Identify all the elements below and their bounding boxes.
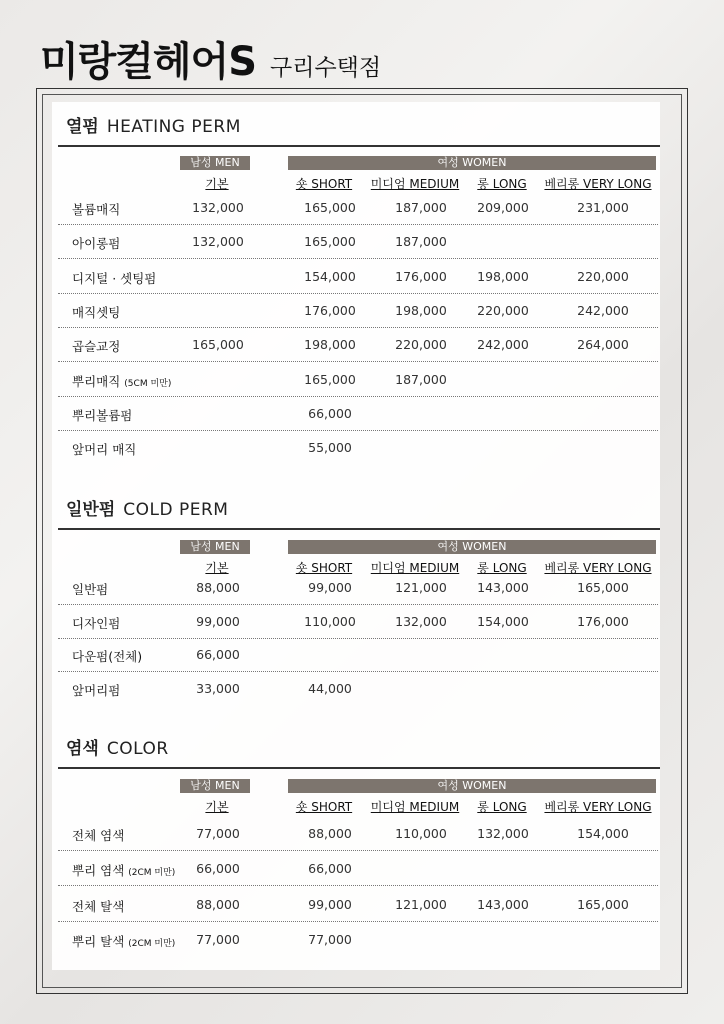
price-long: 143,000	[477, 896, 529, 912]
price-medium: 187,000	[395, 234, 447, 250]
service-name-text: 매직셋팅	[72, 304, 121, 320]
service-name-text: 아이롱펌	[72, 236, 121, 252]
price-very-long: 231,000	[577, 200, 629, 215]
price-men: 132,000	[192, 200, 244, 215]
price-men: 33,000	[196, 680, 240, 696]
price-short: 99,000	[308, 896, 352, 912]
service-name-text: 디지털 · 셋팅펌	[72, 270, 157, 286]
women-group-bar: 여성 WOMEN	[288, 156, 656, 170]
service-name	[72, 440, 136, 458]
price-very-long: 220,000	[577, 268, 629, 284]
women-group-bar: 여성 WOMEN	[288, 540, 656, 554]
section-divider	[58, 528, 660, 530]
service-name-text: 다운펌(전체)	[72, 649, 143, 664]
price-long: 209,000	[477, 200, 529, 215]
price-men: 99,000	[196, 613, 240, 629]
header-long: 롱 LONG	[477, 177, 527, 191]
section-cold-perm	[52, 495, 660, 520]
price-short: 77,000	[308, 931, 352, 947]
price-men: 66,000	[196, 861, 240, 877]
header-medium: 미디엄 MEDIUM	[370, 800, 460, 814]
service-name	[72, 826, 124, 844]
header-basic: 기본	[205, 561, 229, 575]
service-name-text: 앞머리 매직	[72, 442, 137, 458]
service-name	[72, 303, 120, 321]
price-short: 198,000	[304, 337, 356, 353]
price-long: 132,000	[477, 826, 529, 841]
service-name	[72, 647, 142, 665]
price-row	[58, 816, 658, 851]
service-name	[72, 269, 156, 287]
service-name	[72, 372, 171, 390]
price-short: 165,000	[304, 234, 356, 250]
header-medium: 미디엄 MEDIUM	[370, 177, 460, 191]
section-divider	[58, 145, 660, 147]
header-basic: 기본	[205, 177, 229, 191]
service-note: (2CM 미만)	[128, 868, 176, 879]
service-name-text: 뿌리 염색	[72, 863, 125, 879]
price-very-long: 264,000	[577, 337, 629, 353]
header-short: 숏 SHORT	[295, 561, 353, 575]
price-row	[58, 637, 658, 672]
section-color	[52, 734, 660, 759]
price-short: 110,000	[304, 613, 356, 629]
price-row	[58, 887, 658, 922]
price-short: 165,000	[304, 200, 356, 215]
price-long: 154,000	[477, 613, 529, 629]
price-medium: 176,000	[395, 268, 447, 284]
service-name	[72, 406, 132, 424]
service-name-text: 볼륨매직	[72, 202, 121, 217]
section-divider	[58, 767, 660, 769]
price-medium: 132,000	[395, 613, 447, 629]
brand-name: 미랑컬헤어S	[40, 39, 257, 85]
service-name-text: 전체 탈색	[72, 898, 125, 914]
service-name-text: 일반펌	[72, 582, 109, 597]
section-title-ko: 열펌	[66, 117, 99, 137]
price-medium: 121,000	[395, 580, 447, 595]
section-heating-perm	[52, 112, 660, 137]
service-name-text: 앞머리펌	[72, 682, 121, 698]
price-long: 143,000	[477, 580, 529, 595]
service-name-text: 디자인펌	[72, 615, 121, 631]
price-men: 132,000	[192, 234, 244, 250]
price-long: 198,000	[477, 268, 529, 284]
service-name	[72, 897, 124, 915]
header-short: 숏 SHORT	[295, 800, 353, 814]
price-row	[58, 430, 658, 464]
price-medium: 220,000	[395, 337, 447, 353]
price-row	[58, 671, 658, 705]
header-very-long: 베리롱 VERY LONG	[544, 800, 652, 814]
price-row	[58, 604, 658, 639]
price-very-long: 176,000	[577, 613, 629, 629]
service-name-text: 뿌리매직	[72, 373, 121, 389]
section-title-en: HEATING PERM	[106, 117, 241, 137]
price-short: 176,000	[304, 302, 356, 318]
service-name	[72, 861, 175, 879]
branch-name: 구리수택점	[270, 55, 382, 81]
price-row	[58, 327, 658, 362]
price-row	[58, 396, 658, 431]
men-group-bar: 남성 MEN	[180, 540, 250, 554]
service-note: (2CM 미만)	[128, 938, 176, 949]
service-name-text: 뿌리볼륨펌	[72, 407, 133, 423]
section-title	[66, 112, 241, 137]
price-long: 242,000	[477, 337, 529, 353]
price-men: 88,000	[196, 580, 240, 595]
price-medium: 198,000	[395, 302, 447, 318]
service-name	[72, 337, 120, 355]
service-name	[72, 580, 108, 598]
price-short: 66,000	[308, 861, 352, 877]
men-group-bar: 남성 MEN	[180, 779, 250, 793]
price-row	[58, 362, 658, 397]
price-medium: 121,000	[395, 896, 447, 912]
section-title	[66, 734, 169, 759]
section-title-ko: 염색	[66, 739, 99, 759]
price-row	[58, 190, 658, 225]
section-title-en: COLOR	[106, 739, 169, 759]
section-title-ko: 일반펌	[66, 500, 116, 520]
service-name	[72, 234, 120, 252]
header-long: 롱 LONG	[477, 561, 527, 575]
service-name	[72, 681, 120, 699]
header-very-long: 베리롱 VERY LONG	[544, 561, 652, 575]
service-name-text: 곱슬교정	[72, 339, 121, 355]
service-note: (5CM 미만)	[124, 378, 172, 389]
price-very-long: 242,000	[577, 302, 629, 318]
price-short: 66,000	[308, 405, 352, 421]
service-name	[72, 614, 120, 632]
header-long: 롱 LONG	[477, 800, 527, 814]
price-row	[58, 922, 658, 956]
header-very-long: 베리롱 VERY LONG	[544, 177, 652, 191]
price-very-long: 154,000	[577, 826, 629, 841]
price-row	[58, 224, 658, 259]
service-name	[72, 932, 175, 950]
price-men: 88,000	[196, 896, 240, 912]
price-short: 88,000	[308, 826, 352, 841]
price-men: 77,000	[196, 826, 240, 841]
price-short: 99,000	[308, 580, 352, 595]
price-men: 66,000	[196, 647, 240, 662]
price-long: 220,000	[477, 302, 529, 318]
price-panel	[52, 102, 660, 970]
price-very-long: 165,000	[577, 896, 629, 912]
header-basic: 기본	[205, 800, 229, 814]
header-medium: 미디엄 MEDIUM	[370, 561, 460, 575]
price-short: 55,000	[308, 440, 352, 456]
price-medium: 110,000	[395, 826, 447, 841]
price-medium: 187,000	[395, 371, 447, 387]
price-short: 44,000	[308, 680, 352, 696]
price-row	[58, 570, 658, 605]
price-row	[58, 293, 658, 328]
section-title-en: COLD PERM	[123, 500, 229, 520]
header-short: 숏 SHORT	[295, 177, 353, 191]
price-short: 154,000	[304, 268, 356, 284]
price-medium: 187,000	[395, 200, 447, 215]
women-group-bar: 여성 WOMEN	[288, 779, 656, 793]
price-row	[58, 851, 658, 886]
men-group-bar: 남성 MEN	[180, 156, 250, 170]
page-header	[40, 30, 381, 87]
service-name-text: 전체 염색	[72, 828, 125, 843]
service-name-text: 뿌리 탈색	[72, 933, 125, 949]
price-short: 165,000	[304, 371, 356, 387]
price-very-long: 165,000	[577, 580, 629, 595]
price-men: 77,000	[196, 931, 240, 947]
service-name	[72, 200, 120, 218]
price-row	[58, 259, 658, 294]
price-men: 165,000	[192, 337, 244, 353]
section-title	[66, 495, 228, 520]
